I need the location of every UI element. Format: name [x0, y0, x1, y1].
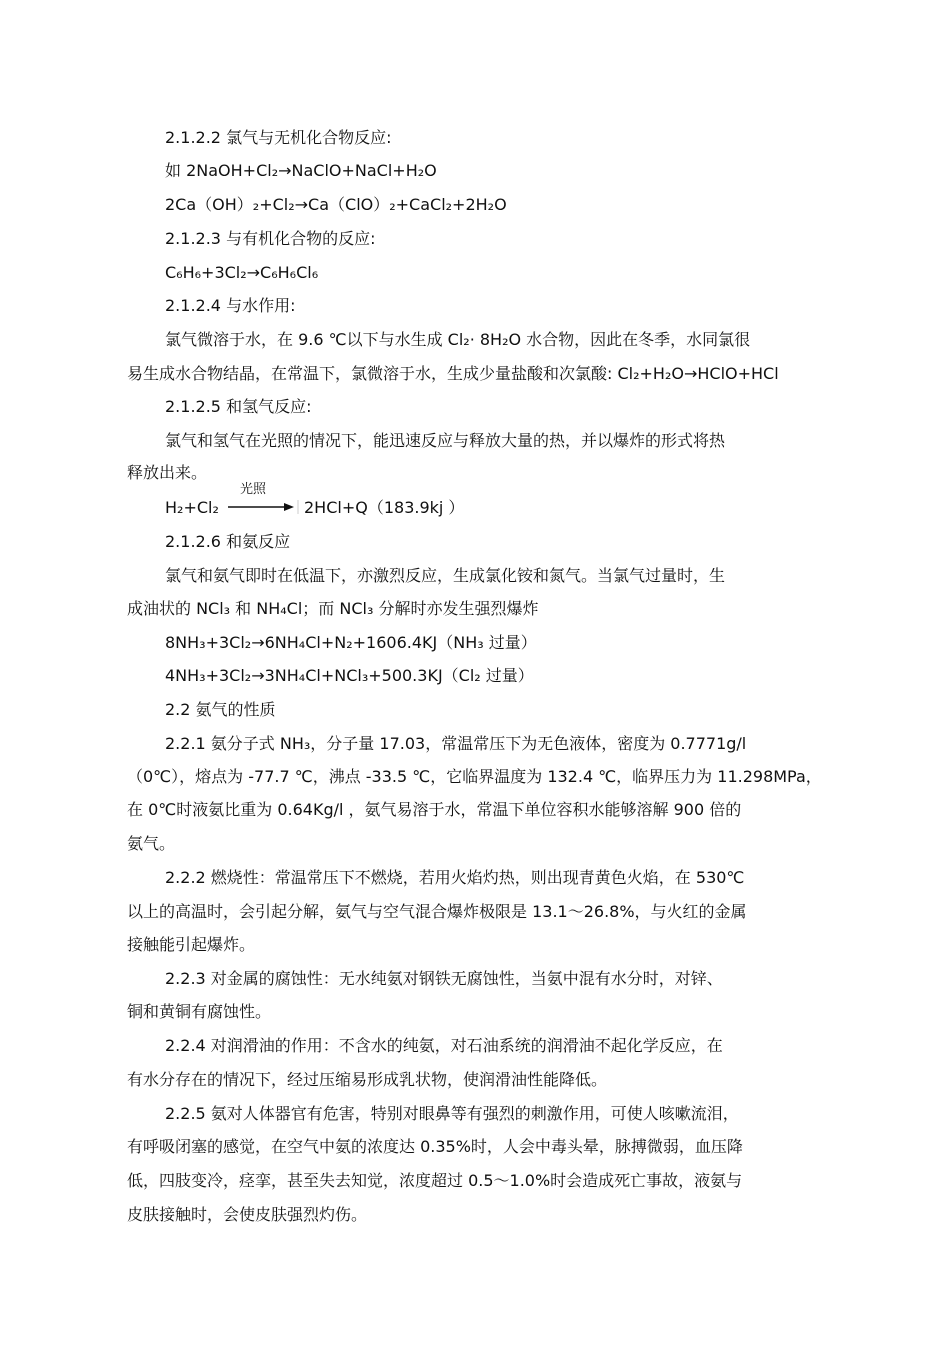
paragraph-line: 铜和黄铜有腐蚀性。 [127, 1002, 272, 1021]
paragraph-line: 氯气和氢气在光照的情况下，能迅速反应与释放大量的热，并以爆炸的形式将热 [165, 431, 726, 450]
section-heading-2-1-2-6: 2.1.2.6 和氨反应 [165, 532, 291, 551]
equation-products: 2HCl+Q（183.9kj ） [304, 498, 465, 517]
section-heading-2-1-2-5: 2.1.2.5 和氢气反应: [165, 397, 312, 416]
equation-line: 4NH₃+3Cl₂→3NH₄Cl+NCl₃+500.3KJ（Cl₂ 过量） [165, 666, 534, 685]
section-heading-2-1-2-4: 2.1.2.4 与水作用: [165, 296, 296, 315]
equation-line: 2Ca（OH）₂+Cl₂→Ca（ClO）₂+CaCl₂+2H₂O [165, 195, 507, 214]
paragraph-line: 氨气。 [127, 834, 176, 853]
equation-line: C₆H₆+3Cl₂→C₆H₆Cl₆ [165, 263, 319, 282]
paragraph-line: 低，四肢变冷，痉挛，甚至失去知觉，浓度超过 0.5～1.0%时会造成死亡事故，液氨与 [127, 1171, 743, 1190]
paragraph-line: 2.2.1 氨分子式 NH₃，分子量 17.03，常温常压下为无色液体，密度为 0.7771g/l [165, 734, 747, 753]
paragraph-line: 2.2.3 对金属的腐蚀性：无水纯氨对钢铁无腐蚀性，当氨中混有水分时，对锌、 [165, 969, 723, 988]
paragraph-line: 2.2.2 燃烧性：常温常压下不燃烧，若用火焰灼热，则出现青黄色火焰，在 530℃ [165, 868, 745, 887]
arrow-condition-label: 光照 [240, 482, 267, 497]
paragraph-line: 2.2.5 氨对人体器官有危害，特别对眼鼻等有强烈的刺激作用，可使人咳嗽流泪， [165, 1104, 739, 1123]
paragraph-line: 2.2.4 对润滑油的作用：不含水的纯氨，对石油系统的润滑油不起化学反应，在 [165, 1036, 723, 1055]
paragraph-line: （0℃），熔点为 -77.7 ℃，沸点 -33.5 ℃，它临界温度为 132.4 ℃，临界压力为 11.298MPa， [127, 767, 822, 786]
paragraph-line: 释放出来。 [127, 463, 208, 482]
paragraph-line: 氯气和氨气即时在低温下，亦激烈反应，生成氯化铵和氮气。当氯气过量时，生 [165, 566, 726, 585]
equation-line: 如 2NaOH+Cl₂→NaClO+NaCl+H₂O [165, 161, 437, 180]
right-arrow-icon [228, 500, 300, 514]
section-heading-2-1-2-3: 2.1.2.3 与有机化合物的反应: [165, 229, 376, 248]
paragraph-line: 有呼吸闭塞的感觉，在空气中氨的浓度达 0.35%时，人会中毒头晕，脉搏微弱，血压降 [127, 1137, 743, 1156]
equation-line: 8NH₃+3Cl₂→6NH₄Cl+N₂+1606.4KJ（NH₃ 过量） [165, 633, 537, 652]
paragraph-line: 以上的高温时，会引起分解，氨气与空气混合爆炸极限是 13.1～26.8%，与火红的金属 [127, 902, 747, 921]
section-heading-2-1-2-2: 2.1.2.2 氯气与无机化合物反应: [165, 128, 392, 147]
paragraph-line: 皮肤接触时，会使皮肤强烈灼伤。 [127, 1205, 368, 1224]
paragraph-line: 氯气微溶于水，在 9.6 ℃以下与水生成 Cl₂· 8H₂O 水合物，因此在冬季，水同氯很 [165, 330, 751, 349]
section-heading-2-2: 2.2 氨气的性质 [165, 700, 276, 719]
reaction-arrow [228, 482, 300, 522]
paragraph-line: 接触能引起爆炸。 [127, 935, 256, 954]
paragraph-line: 易生成水合物结晶，在常温下，氯微溶于水，生成少量盐酸和次氯酸: Cl₂+H₂O→HClO+HCl [127, 364, 779, 383]
paragraph-line: 在 0℃时液氨比重为 0.64Kg/l ，氨气易溶于水，常温下单位容积水能够溶解 900 倍的 [127, 800, 742, 819]
paragraph-line: 成油状的 NCl₃ 和 NH₄Cl；而 NCl₃ 分解时亦发生强烈爆炸 [127, 599, 539, 618]
paragraph-line: 有水分存在的情况下，经过压缩易形成乳状物，使润滑油性能降低。 [127, 1070, 608, 1089]
equation-reactants: H₂+Cl₂ [165, 498, 219, 517]
